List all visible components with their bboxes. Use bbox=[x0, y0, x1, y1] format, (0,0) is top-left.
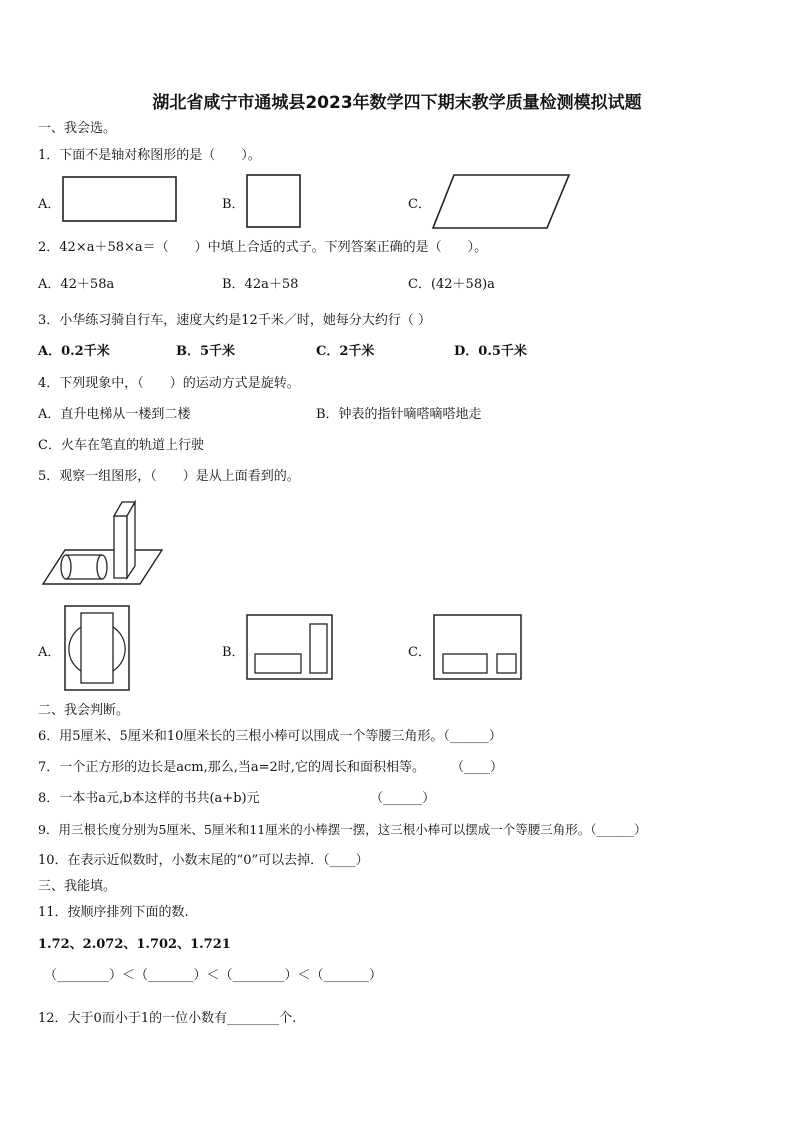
q3-option-b: B．5千米 bbox=[176, 344, 236, 359]
question-1: 1．下面不是轴对称图形的是（ ）。 bbox=[38, 148, 261, 163]
q5-option-a-figure bbox=[64, 605, 132, 693]
q1-option-a-label: A． bbox=[38, 197, 61, 212]
question-11: 11．按顺序排列下面的数. bbox=[38, 905, 189, 920]
section-heading-3: 三、我能填。 bbox=[38, 879, 117, 894]
page-title: 湖北省咸宁市通城县2023年数学四下期末教学质量检测模拟试题 bbox=[152, 93, 642, 113]
question-3: 3．小华练习骑自行车，速度大约是12千米／时，她每分大约行（ ） bbox=[38, 313, 431, 328]
q1-option-c-label: C． bbox=[408, 197, 431, 212]
q4-option-b: B．钟表的指针嘀嗒嘀嗒地走 bbox=[316, 407, 482, 422]
q4-option-a: A．直升电梯从一楼到二楼 bbox=[38, 407, 191, 422]
q3-option-a: A．0.2千米 bbox=[38, 344, 110, 359]
question-6: 6．用5厘米、5厘米和10厘米长的三根小棒可以围成一个等腰三角形。（______） bbox=[38, 729, 502, 744]
q11-answer-blanks: （________）＜（_______）＜（________）＜（_______） bbox=[44, 968, 383, 983]
q1-option-b-label: B． bbox=[222, 197, 245, 212]
question-2: 2．42×a＋58×a＝（ ）中填上合适的式子。下列答案正确的是（ ）。 bbox=[38, 240, 488, 255]
q5-option-b-figure bbox=[246, 614, 334, 682]
section-heading-1: 一、我会选。 bbox=[38, 121, 117, 136]
q5-option-c-figure bbox=[433, 614, 523, 682]
q1-parallelogram-figure bbox=[432, 174, 572, 230]
question-5: 5．观察一组图形，（ ）是从上面看到的。 bbox=[38, 469, 300, 484]
question-9: 9．用三根长度分别为5厘米、5厘米和11厘米的小棒摆一摆，这三根小棒可以摆成一个等腰三角形。（______） bbox=[38, 822, 647, 837]
question-10: 10．在表示近似数时，小数末尾的“0”可以去掉．（____） bbox=[38, 853, 369, 868]
question-7: 7．一个正方形的边长是acm,那么,当a=2时,它的周长和面积相等。 （____） bbox=[38, 760, 503, 775]
q2-option-a: A．42＋58a bbox=[38, 277, 115, 292]
question-8: 8．一本书a元,b本这样的书共(a+b)元 （______） bbox=[38, 791, 436, 806]
q1-rectangle-figure bbox=[62, 176, 178, 222]
q4-option-c: C．火车在笔直的轨道上行驶 bbox=[38, 438, 204, 453]
q5-option-a-label: A． bbox=[38, 645, 61, 660]
section-heading-2: 二、我会判断。 bbox=[38, 703, 130, 718]
q5-option-b-label: B． bbox=[222, 645, 245, 660]
q2-option-b: B．42a＋58 bbox=[222, 277, 299, 292]
q5-option-c-label: C． bbox=[408, 645, 431, 660]
q2-option-c: C．(42＋58)a bbox=[408, 277, 495, 292]
q11-numbers: 1.72、2.072、1.702、1.721 bbox=[38, 937, 231, 952]
q3-option-c: C．2千米 bbox=[316, 344, 375, 359]
q1-square-figure bbox=[246, 174, 302, 228]
q5-3d-figure bbox=[40, 494, 170, 589]
question-12: 12．大于0而小于1的一位小数有________个. bbox=[38, 1011, 297, 1026]
q3-option-d: D．0.5千米 bbox=[454, 344, 527, 359]
question-4: 4．下列现象中，（ ）的运动方式是旋转。 bbox=[38, 376, 300, 391]
